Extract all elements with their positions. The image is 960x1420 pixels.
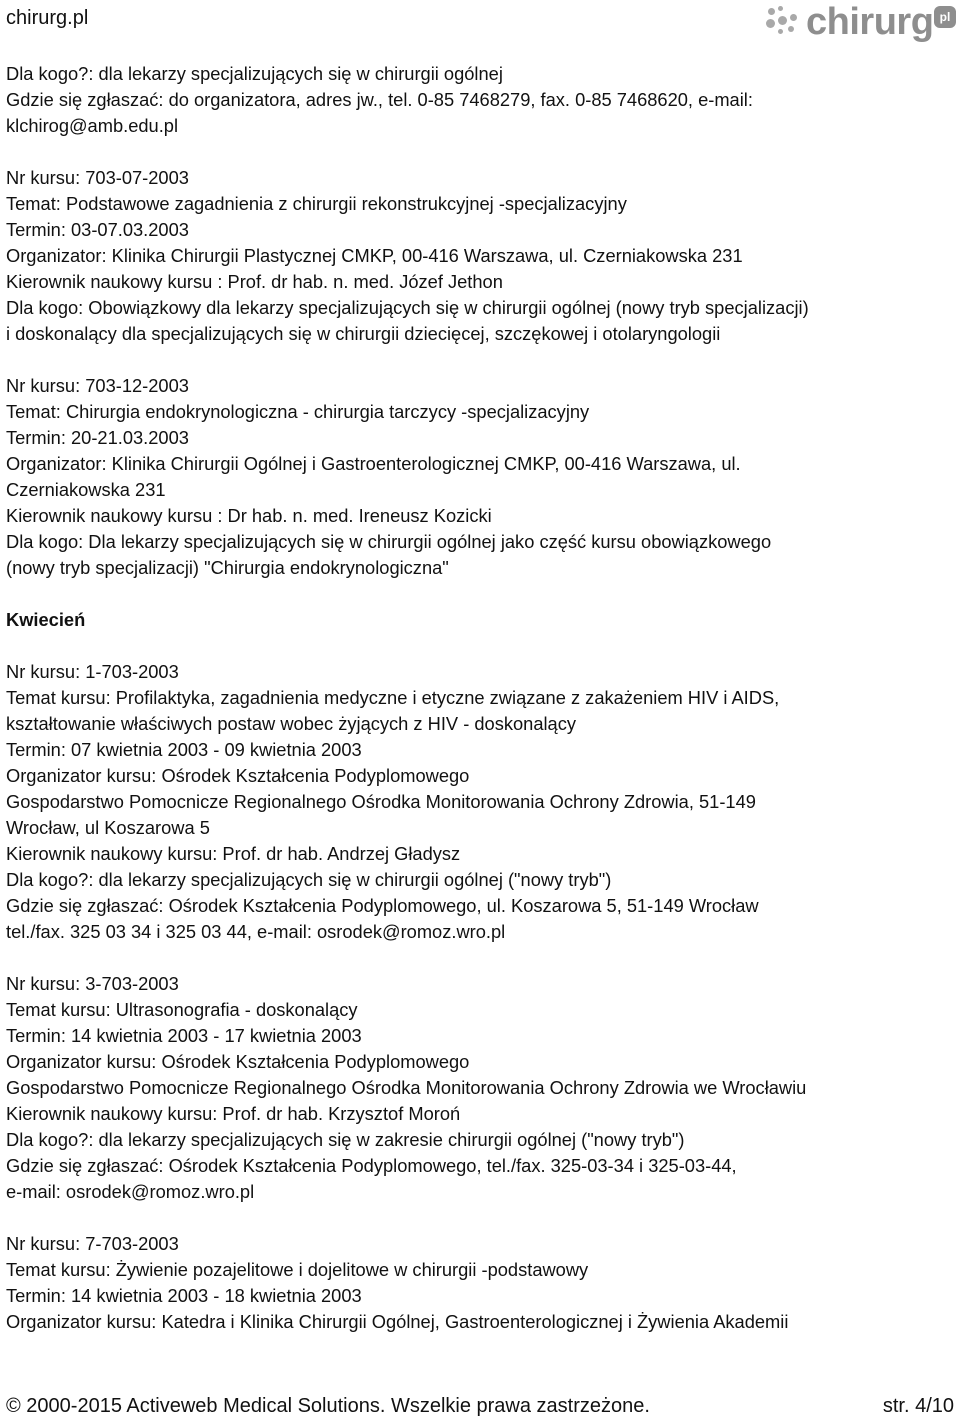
course-line: (nowy tryb specjalizacji) "Chirurgia endokrynologiczna" xyxy=(6,557,449,578)
course-line: Dla kogo?: dla lekarzy specjalizujących się w chirurgii ogólnej xyxy=(6,63,503,84)
course-entry xyxy=(6,971,956,1205)
course-line: Temat kursu: Ultrasonografia - doskonalący xyxy=(6,999,358,1020)
course-line: Termin: 14 kwietnia 2003 - 17 kwietnia 2003 xyxy=(6,1025,362,1046)
course-line: i doskonalący dla specjalizujących się w chirurgii dziecięcej, szczękowej i otolaryngologii xyxy=(6,323,721,344)
course-line: Dla kogo: Dla lekarzy specjalizujących się w chirurgii ogólnej jako część kursu obowiązkowego xyxy=(6,531,772,552)
course-line: Gdzie się zgłaszać: Ośrodek Kształcenia Podyplomowego, tel./fax. 325-03-34 i 325-03-44, xyxy=(6,1155,737,1176)
course-line: Organizator: Klinika Chirurgii Ogólnej i Gastroenterologicznej CMKP, 00-416 Warszawa, ul. xyxy=(6,453,741,474)
course-line: Termin: 03-07.03.2003 xyxy=(6,219,189,240)
logo-dots-icon xyxy=(766,6,802,36)
chirurg-logo xyxy=(766,2,956,42)
course-line: Organizator kursu: Ośrodek Kształcenia Podyplomowego xyxy=(6,1051,470,1072)
course-line: Wrocław, ul Koszarowa 5 xyxy=(6,817,210,838)
course-entry xyxy=(6,373,956,581)
course-line: Dla kogo?: dla lekarzy specjalizujących się w zakresie chirurgii ogólnej ("nowy tryb") xyxy=(6,1129,685,1150)
course-line: Termin: 07 kwietnia 2003 - 09 kwietnia 2003 xyxy=(6,739,362,760)
course-line: Nr kursu: 1-703-2003 xyxy=(6,661,179,682)
course-line: Kierownik naukowy kursu : Dr hab. n. med. Ireneusz Kozicki xyxy=(6,505,492,526)
page-number: str. 4/10 xyxy=(882,1395,954,1417)
course-line: Gdzie się zgłaszać: Ośrodek Kształcenia Podyplomowego, ul. Koszarowa 5, 51-149 Wrocław xyxy=(6,895,759,916)
course-line: Temat: Chirurgia endokrynologiczna - chirurgia tarczycy -specjalizacyjny xyxy=(6,401,590,422)
course-line: Termin: 14 kwietnia 2003 - 18 kwietnia 2003 xyxy=(6,1285,362,1306)
course-line: Gospodarstwo Pomocnicze Regionalnego Ośrodka Monitorowania Ochrony Zdrowia we Wrocławiu xyxy=(6,1077,807,1098)
course-line: Kierownik naukowy kursu : Prof. dr hab. n. med. Józef Jethon xyxy=(6,271,503,292)
course-line: e-mail: osrodek@romoz.wro.pl xyxy=(6,1181,255,1202)
course-line: tel./fax. 325 03 34 i 325 03 44, e-mail: osrodek@romoz.wro.pl xyxy=(6,921,506,942)
course-entry xyxy=(6,165,956,347)
course-entry xyxy=(6,61,956,139)
course-line: Temat kursu: Żywienie pozajelitowe i dojelitowe w chirurgii -podstawowy xyxy=(6,1259,589,1280)
course-line: Gdzie się zgłaszać: do organizatora, adres jw., tel. 0-85 7468279, fax. 0-85 7468620, e-mail: xyxy=(6,89,753,110)
course-line: Nr kursu: 3-703-2003 xyxy=(6,973,179,994)
course-line: klchirog@amb.edu.pl xyxy=(6,115,179,136)
course-line: Temat kursu: Profilaktyka, zagadnienia medyczne i etyczne związane z zakażeniem HIV i AIDS, xyxy=(6,687,780,708)
month-heading: Kwiecień xyxy=(6,609,86,630)
course-line: kształtowanie właściwych postaw wobec żyjących z HIV - doskonalący xyxy=(6,713,576,734)
course-line: Nr kursu: 703-07-2003 xyxy=(6,167,189,188)
course-line: Organizator kursu: Ośrodek Kształcenia Podyplomowego xyxy=(6,765,470,786)
courses-april xyxy=(6,659,956,1335)
course-line: Dla kogo?: dla lekarzy specjalizujących się w chirurgii ogólnej ("nowy tryb") xyxy=(6,869,612,890)
course-entry xyxy=(6,659,956,945)
course-line: Dla kogo: Obowiązkowy dla lekarzy specjalizujących się w chirurgii ogólnej (nowy tryb specjalizacji) xyxy=(6,297,809,318)
course-line: Organizator: Klinika Chirurgii Plastycznej CMKP, 00-416 Warszawa, ul. Czerniakowska 231 xyxy=(6,245,743,266)
course-line: Temat: Podstawowe zagadnienia z chirurgii rekonstrukcyjnej -specjalizacyjny xyxy=(6,193,627,214)
course-entry xyxy=(6,1231,956,1335)
course-line: Organizator kursu: Katedra i Klinika Chirurgii Ogólnej, Gastroenterologicznej i Żywienia Akademii xyxy=(6,1311,789,1332)
copyright-text: © 2000-2015 Activeweb Medical Solutions. Wszelkie prawa zastrzeżone. xyxy=(6,1395,650,1417)
course-line: Kierownik naukowy kursu: Prof. dr hab. Krzysztof Moroń xyxy=(6,1103,461,1124)
course-line: Kierownik naukowy kursu: Prof. dr hab. Andrzej Gładysz xyxy=(6,843,461,864)
courses-march xyxy=(6,61,956,581)
site-name: chirurg.pl xyxy=(6,7,89,29)
course-line: Czerniakowska 231 xyxy=(6,479,166,500)
course-line: Nr kursu: 703-12-2003 xyxy=(6,375,189,396)
course-list xyxy=(6,61,956,1361)
logo-pl-badge: pl xyxy=(934,6,956,28)
course-line: Nr kursu: 7-703-2003 xyxy=(6,1233,179,1254)
logo-wordmark: chirurg xyxy=(806,1,934,43)
course-line: Termin: 20-21.03.2003 xyxy=(6,427,189,448)
course-line: Gospodarstwo Pomocnicze Regionalnego Ośrodka Monitorowania Ochrony Zdrowia, 51-149 xyxy=(6,791,756,812)
